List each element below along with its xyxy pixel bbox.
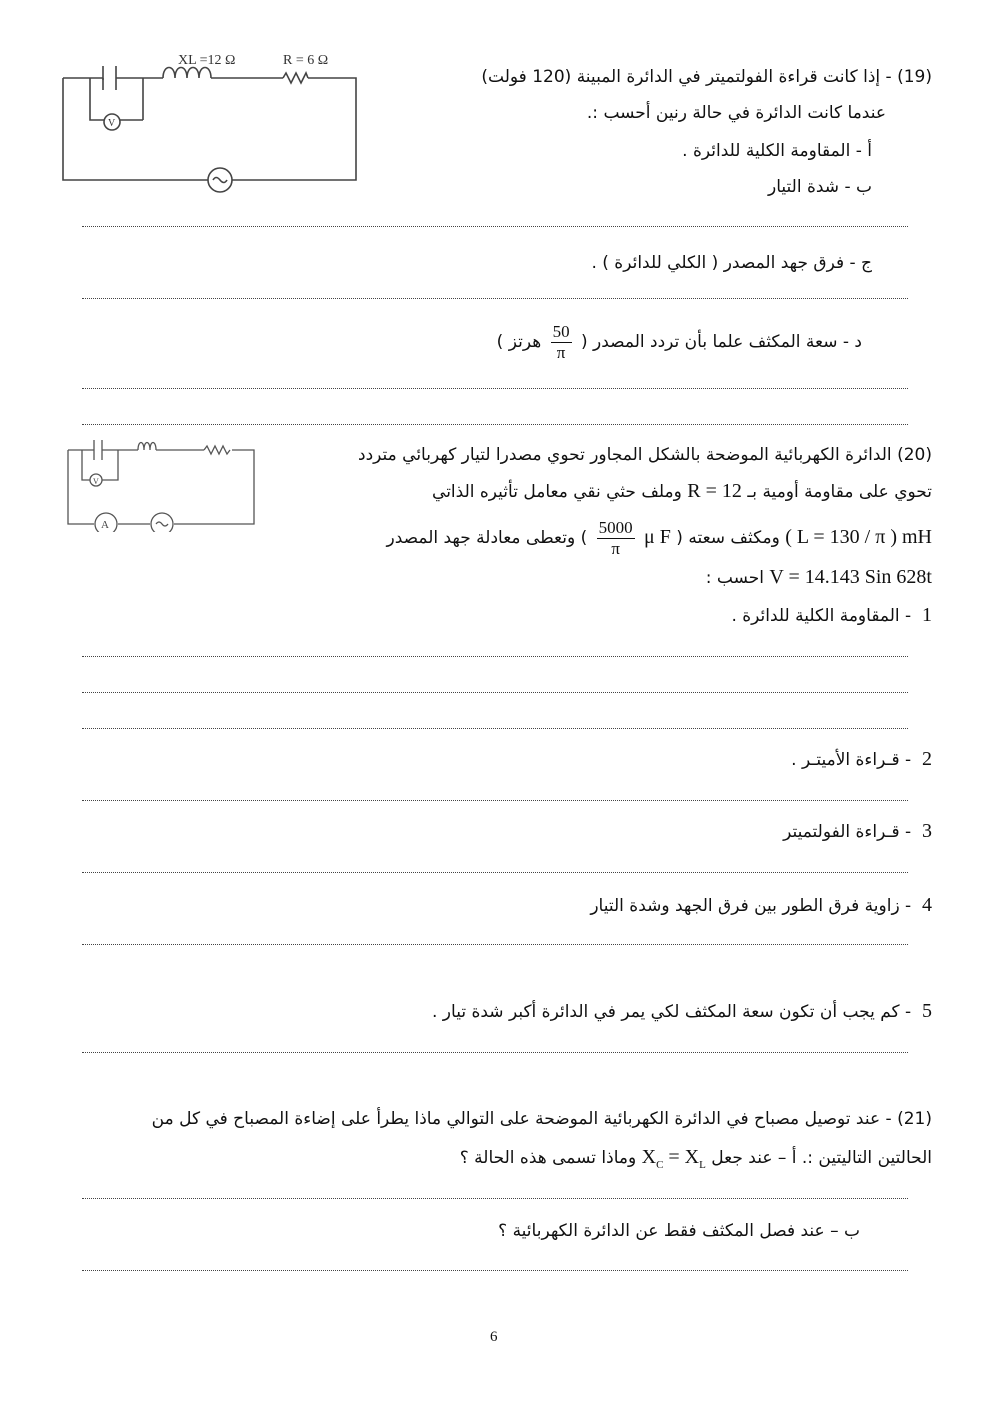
fraction-numerator: 5000 — [598, 517, 633, 537]
q20-line4 — [706, 566, 932, 589]
circuit-xl-label: XL =12 Ω — [178, 53, 236, 68]
circuit-diagram-q20 — [64, 432, 258, 532]
q20-line1-text: الدائرة الكهربائية الموضحة بالشكل المجاور تحوي مصدرا لتيار كهربائي متردد — [358, 445, 892, 465]
fraction-numerator: 50 — [552, 321, 570, 341]
q19-line1-text: - إذا كانت قراءة الفولتميتر في الدائرة المبينة (120 فولت) — [481, 67, 892, 87]
q20-item-3 — [783, 820, 932, 843]
q20-line3-mid: ومكثف سعته ( — [676, 528, 780, 548]
item-number: 2 — [922, 748, 932, 770]
q20-line3-end: ) وتعطى معادلة جهد المصدر — [386, 528, 588, 548]
answer-line — [82, 1052, 908, 1053]
item-number: 4 — [922, 894, 932, 916]
q21-line1 — [152, 1108, 932, 1130]
resonance-condition: $X_C = X_L$ — [641, 1146, 706, 1171]
q20-line1 — [358, 444, 932, 466]
inductance-value: ( L = 130 / π ) mH — [785, 526, 932, 548]
q21-line2-question: وماذا تسمى هذه الحالة ؟ — [459, 1148, 637, 1168]
answer-line — [82, 1198, 908, 1199]
q21-number: (21) — [897, 1109, 932, 1129]
fraction-50-pi — [551, 322, 572, 363]
answer-line — [82, 944, 908, 945]
voltmeter-symbol: V — [108, 118, 116, 129]
q19-part-b: ب - شدة التيار — [768, 177, 872, 197]
item-text: - كم يجب أن تكون سعة المكثف لكي يمر في الدائرة أكبر شدة تيار . — [432, 1002, 912, 1022]
q19-line1 — [481, 66, 932, 88]
q19-part-d — [497, 318, 862, 366]
answer-line — [82, 1270, 908, 1271]
item-text: - زاوية فرق الطور بين فرق الجهد وشدة التيار — [590, 896, 912, 916]
answer-line — [82, 728, 908, 729]
q21-line2-text: الحالتين التاليتين :. أ – عند جعل — [711, 1148, 932, 1168]
q20-line3 — [386, 512, 932, 562]
q21-line1-text: - عند توصيل مصباح في الدائرة الكهربائية الموضحة على التوالي ماذا يطرأ على إضاءة المصباح في كل من — [151, 1109, 892, 1129]
q19-line2: عندما كانت الدائرة في حالة رنين أحسب :. — [586, 103, 886, 123]
item-number: 5 — [922, 1000, 932, 1022]
circuit-r-label: R = 6 Ω — [283, 53, 329, 68]
fraction-denominator: π — [556, 342, 566, 362]
answer-line — [82, 692, 908, 693]
q20-item-4 — [590, 894, 932, 917]
source-voltage-equation: V = 14.143 Sin 628t — [769, 566, 932, 588]
q19-number: (19) — [897, 67, 932, 87]
resistance-value: R = 12 — [687, 480, 742, 502]
answer-line — [82, 872, 908, 873]
circuit-diagram-q19 — [58, 48, 363, 198]
answer-line — [82, 656, 908, 657]
q20-item-5 — [432, 1000, 932, 1023]
q20-number: (20) — [897, 445, 932, 465]
q20-item-1 — [731, 604, 932, 627]
item-number: 3 — [922, 820, 932, 842]
fraction-5000-pi — [597, 518, 635, 559]
q19-part-d-text: د - سعة المكثف علما بأن تردد المصدر ( — [580, 332, 862, 352]
page-number: 6 — [490, 1329, 498, 1345]
item-text: - المقاومة الكلية للدائرة . — [731, 606, 912, 626]
voltmeter-symbol: V — [93, 477, 99, 486]
sub-l: L — [699, 1159, 706, 1171]
answer-line — [82, 424, 908, 425]
answer-line — [82, 388, 908, 389]
q20-line2-rest: وملف حثي نقي معامل تأثيره الذاتي — [432, 482, 682, 502]
q19-part-a: أ - المقاومة الكلية للدائرة . — [682, 141, 872, 161]
item-text: - قـراءة الأميتـر . — [791, 750, 912, 770]
q19-part-d-unit: هرتز ) — [496, 332, 542, 352]
capacitance-unit: μ F — [644, 526, 671, 548]
sub-c: C — [656, 1159, 664, 1171]
q20-item-2 — [791, 748, 932, 771]
q19-part-c: ج - فرق جهد المصدر ( الكلي للدائرة ) . — [591, 253, 872, 273]
answer-line — [82, 298, 908, 299]
q20-line4-text: احسب : — [705, 568, 764, 588]
answer-line — [82, 800, 908, 801]
ammeter-symbol: A — [101, 519, 109, 531]
item-text: - قـراءة الفولتميتر — [783, 822, 912, 842]
q21-line2 — [460, 1146, 932, 1176]
item-number: 1 — [922, 604, 932, 626]
q20-line2-text: تحوي على مقاومة أومية بـ — [747, 482, 932, 502]
q21-part-b: ب – عند فصل المكثف فقط عن الدائرة الكهربائية ؟ — [498, 1221, 860, 1241]
answer-line — [82, 226, 908, 227]
fraction-denominator: π — [611, 538, 620, 558]
q20-line2 — [432, 480, 932, 503]
